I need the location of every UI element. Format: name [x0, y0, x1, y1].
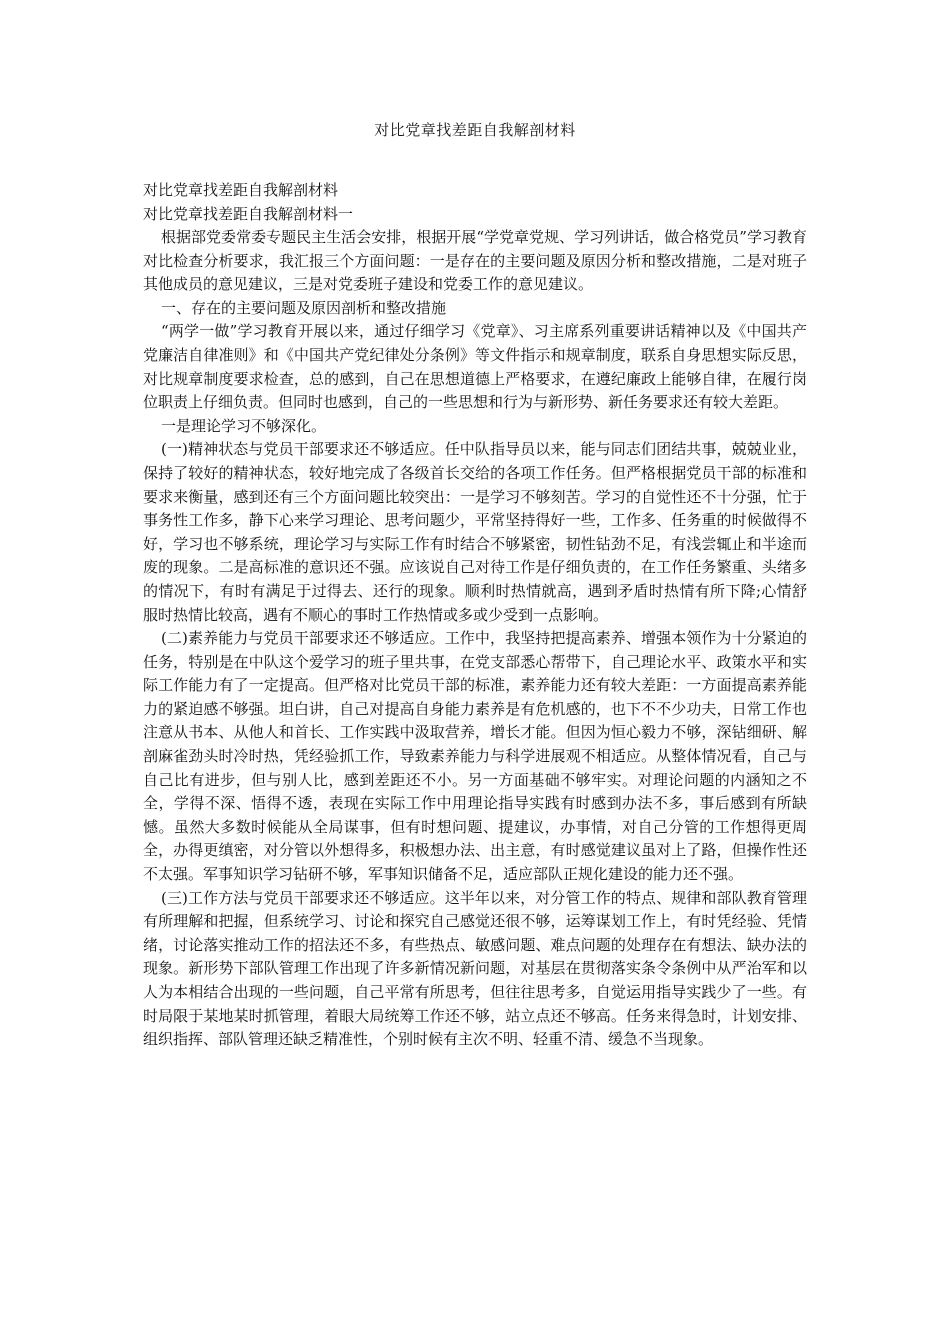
document-title: 对比党章找差距自我解剖材料	[374, 121, 576, 139]
paragraph-intro: 根据部党委常委专题民主生活会安排，根据开展“学党章党规、学习列讲话，做合格党员”学习教育对比检查分析要求，我汇报三个方面问题：一是存在的主要问题及原因分析和整改措施，二是对班子其他成员的意见建议，三是对党委班子建设和党委工作的意见建议。	[143, 228, 807, 294]
document-subtitle: 对比党章找差距自我解剖材料	[143, 181, 339, 199]
paragraph-item-2: (二)素养能力与党员干部要求还不够适应。工作中，我坚持把提高素养、增强本领作为十分紧迫的任务，特别是在中队这个爱学习的班子里共事，在党支部悉心帮带下，自己理论水平、政策水平和实际工作能力有了一定提高。但严格对比党员干部的标准，素养能力还有较大差距：一方面提高素养能力的紧迫感不够强。坦白讲，自己对提高自身能力素养是有危机感的，也下不不少功夫，日常工作也注意从书本、从他人和首长、工作实践中汲取营养，增长才能。但因为恒心毅力不够，深钻细研、解剖麻雀劲头时冷时热，凭经验抓工作，导致素养能力与科学进展观不相适应。从整体情况看，自己与自己比有进步，但与别人比，感到差距还不小。另一方面基础不够牢实。对理论问题的内涵知之不全，学得不深、悟得不透，表现在实际工作中用理论指导实践有时感到办法不多，事后感到有所缺憾。虽然大多数时候能从全局谋事，但有时想问题、提建议，办事情，对自己分管的工作想得更周全，办得更缜密，对分管以外想得多，积极想办法、出主意，有时感觉建议虽对上了路，但操作性还不太强。军事知识学习钻研不够，军事知识储备不足，适应部队正规化建设的能力还不强。	[143, 629, 807, 884]
paragraph-overview: “两学一做”学习教育开展以来，通过仔细学习《党章》、习主席系列重要讲话精神以及《中国共产党廉洁自律准则》和《中国共产党纪律处分条例》等文件指示和规章制度，联系自身思想实际反思，对比规章制度要求检查，总的感到，自己在思想道德上严格要求，在遵纪廉政上能够自律，在履行岗位职责上仔细负责。但同时也感到，自己的一些思想和行为与新形势、新任务要求还有较大差距。	[143, 322, 807, 412]
section-heading-1: 一、存在的主要问题及原因剖析和整改措施	[161, 298, 447, 317]
point-heading-1: 一是理论学习不够深化。	[161, 416, 327, 435]
document-page	[143, 120, 807, 1052]
paragraph-item-3: (三)工作方法与党员干部要求还不够适应。这半年以来，对分管工作的特点、规律和部队教育管理有所理解和把握，但系统学习、讨论和探究自己感觉还很不够，运筹谋划工作上，有时凭经验、凭情绪，讨论落实推动工作的招法还不多，有些热点、敏感问题、难点问题的处理存在有想法、缺办法的现象。新形势下部队管理工作出现了许多新情况新问题，对基层在贯彻落实条令条例中从严治军和以人为本相结合出现的一些问题，自己平常有所思考，但往往思考多，自觉运用指导实践少了一些。有时局限于某地某时抓管理，着眼大局统筹工作还不够，站立点还不够高。任务来得急时，计划安排、组织指挥、部队管理还缺乏精准性，个别时候有主次不明、轻重不清、缓急不当现象。	[143, 888, 807, 1049]
paragraph-item-1: (一)精神状态与党员干部要求还不够适应。任中队指导员以来，能与同志们团结共事，兢兢业业，保持了较好的精神状态，较好地完成了各级首长交给的各项工作任务。但严格根据党员干部的标准和要求来衡量，感到还有三个方面问题比较突出：一是学习不够刻苦。学习的自觉性还不十分强，忙于事务性工作多，静下心来学习理论、思考问题少，平常坚持得好一些，工作多、任务重的时候做得不好，学习也不够系统，理论学习与实际工作有时结合不够紧密，韧性钻劲不足，有浅尝辄止和半途而废的现象。二是高标准的意识还不强。应该说自己对待工作是仔细负责的，在工作任务繁重、头绪多的情况下，有时有满足于过得去、还行的现象。顺利时热情就高，遇到矛盾时热情有所下降;心情舒服时热情比较高，遇有不顺心的事时工作热情或多或少受到一点影响。	[143, 440, 807, 624]
document-subtitle-2: 对比党章找差距自我解剖材料一	[143, 205, 354, 223]
